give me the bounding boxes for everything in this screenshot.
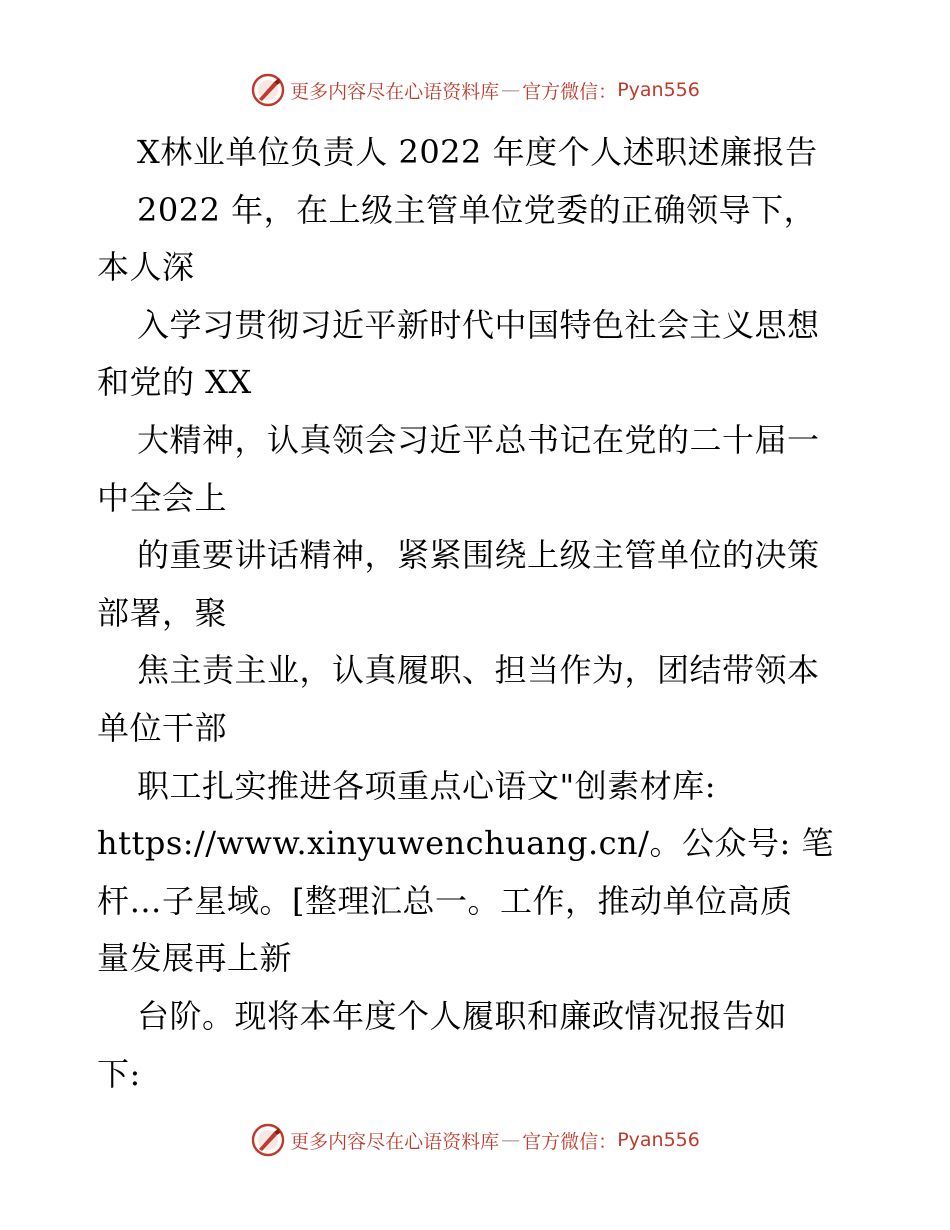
document-text-line: 焦主责主业，认真履职、担当作为，团结带领本	[137, 651, 820, 690]
quill-seal-logo-icon	[250, 1122, 286, 1158]
banner-wechat-label: 官方微信：	[522, 80, 618, 103]
document-text-line: 杆…子星域。[整理汇总一。工作，推动单位高质	[97, 881, 793, 920]
banner-separator: —	[501, 1129, 521, 1151]
document-text-line: 下:	[97, 1054, 141, 1093]
document-text-line: 入学习贯彻习近平新时代中国特色社会主义思想	[137, 305, 820, 344]
document-text-line: 职工扎实推进各项重点心语文"创素材库:	[137, 766, 717, 805]
document-text-line: 大精神，认真领会习近平总书记在党的二十届一	[137, 420, 820, 459]
banner-text: 更多内容尽在心语资料库	[290, 1130, 500, 1153]
document-text-line: 本人深	[97, 248, 195, 287]
header-watermark-banner	[0, 70, 950, 110]
document-text-line: 单位干部	[97, 708, 228, 747]
document-text-line: 和党的 XX	[97, 363, 252, 402]
banner-wechat-handle: Pyan556	[617, 1129, 700, 1151]
document-text-line: 中全会上	[97, 478, 228, 517]
document-text-line: 的重要讲话精神，紧紧围绕上级主管单位的决策	[137, 536, 820, 575]
quill-seal-logo-icon	[250, 72, 286, 108]
banner-wechat-handle: Pyan556	[617, 79, 700, 101]
banner-text: 更多内容尽在心语资料库	[290, 80, 500, 103]
document-text-line: https://www.xinyuwenchuang.cn/。公众号: 笔	[97, 824, 834, 863]
document-text-line: 量发展再上新	[97, 939, 293, 978]
banner-wechat-label: 官方微信：	[522, 1130, 618, 1153]
footer-watermark-banner	[0, 1120, 950, 1160]
document-text-line: 部署，聚	[97, 593, 228, 632]
banner-separator: —	[501, 79, 521, 101]
document-text-line: 2022 年，在上级主管单位党委的正确领导下，	[137, 190, 817, 229]
document-text-line: 台阶。现将本年度个人履职和廉政情况报告如	[137, 996, 788, 1035]
document-body	[97, 124, 877, 1103]
document-title-line: X林业单位负责人 2022 年度个人述职述廉报告	[137, 133, 818, 171]
